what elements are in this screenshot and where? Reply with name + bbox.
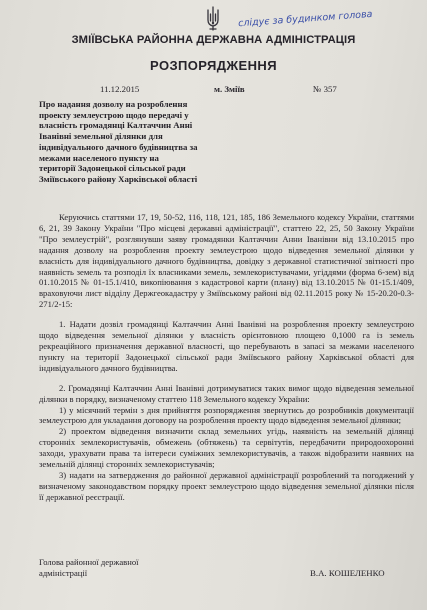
document-city: м. Зміїв (214, 84, 245, 94)
handwritten-note: слідує за будинком голова (237, 8, 373, 30)
order-item-1: 1. Надати дозвіл громадянці Калтаччин Анні Іванівні на розроблення проекту землеустрою щодо відведення земельної ділянки у власність орієнтовною площею 0,1000 га із земель рекреаційного призначення державної власності, що перебувають в запасі за межами населеного пункту на території Задонецької сільської ради Зміївського району Харківської області для індивідуального дачного будівництва. (39, 319, 414, 373)
signatory-position: Голова районної державної адміністрації (39, 557, 139, 578)
subject-line: межами населеного пункту на (39, 152, 159, 163)
document-body (39, 212, 414, 503)
order-item-2: 2. Громадянці Калтаччин Анні Іванівні дотримуватися таких вимог щодо відведення земельної ділянки в порядку, визначеному статтею 118 Земельного кодексу України: (39, 382, 414, 404)
document-subject (39, 99, 217, 185)
organization-name: ЗМІЇВСЬКА РАЙОННА ДЕРЖАВНА АДМІНІСТРАЦІЯ (71, 34, 356, 46)
document-number: № 357 (313, 84, 337, 94)
order-subitem-2: 2) проектом відведення визначити склад земельних угідь, наявність на земельній ділянці сторонніх землекористувачів, обмежень (обтяжень) та сервітутів, передбачити природоохоронні заходи, урахувати права та інтереси суміжних землекористувачів, а також відобразити наявних на земельній ділянці сторонніх землекористувачів; (39, 426, 414, 470)
subject-line: Зміївського району Харківської області (39, 173, 198, 184)
subject-line: Іванівні земельної ділянки для (39, 131, 163, 142)
preamble-paragraph: Керуючись статтями 17, 19, 50-52, 116, 118, 121, 185, 186 Земельного кодексу України, статтями 6, 21, 39 Закону України "Про місцеві державні адміністрації", статтею 22, 25, 50 Закону України "Про землеустрій", розглянувши заяву громадянки Калтаччин Анни Іванівни від 13.10.2015 про надання дозволу на розроблення проекту землеустрою щодо відведення земельної ділянки у власність для індивідуального дачного будівництва, довідку з державної статистичної звітності про наявність земель та розподіл їх власниками земель, землекористувачами, угіддями (форма 6-зем) від 01.10.2015 № 01-15.1/410, викопіювання з кадастрової карти (плану) від 13.10.2015 № 01-15.1/409, враховуючи лист відділу Держгеокадастру у Зміївському районі від 02.11.2015 року № 15-20.20-0.3-271/2-15: (39, 212, 414, 310)
order-subitem-3: 3) надати на затвердження до районної державної адміністрації розроблений та погоджений у визначеному законодавством порядку проект землеустрою щодо відведення земельної ділянки після її державної реєстрації. (39, 469, 414, 502)
subject-line: території Задонецької сільської ради (39, 163, 186, 174)
subject-line: Про надання дозволу на розроблення (39, 99, 188, 109)
subject-line: індивідуального дачного будівництва за (39, 141, 198, 152)
subject-line: власність громадянці Калтаччин Анні (39, 120, 193, 131)
signatory-name: В.А. КОШЕЛЕНКО (310, 568, 385, 578)
trident-emblem-icon (205, 6, 221, 32)
document-date: 11.12.2015 (100, 84, 140, 94)
subject-line: проекту землеустрою щодо передачі у (39, 109, 189, 120)
document-type-title: РОЗПОРЯДЖЕННЯ (150, 58, 277, 73)
order-subitem-1: 1) у місячний термін з дня прийняття розпорядження звернутись до розробників документації землеустрою для укладання договору на розроблення проекту щодо відведення земельної ділянки; (39, 404, 414, 426)
